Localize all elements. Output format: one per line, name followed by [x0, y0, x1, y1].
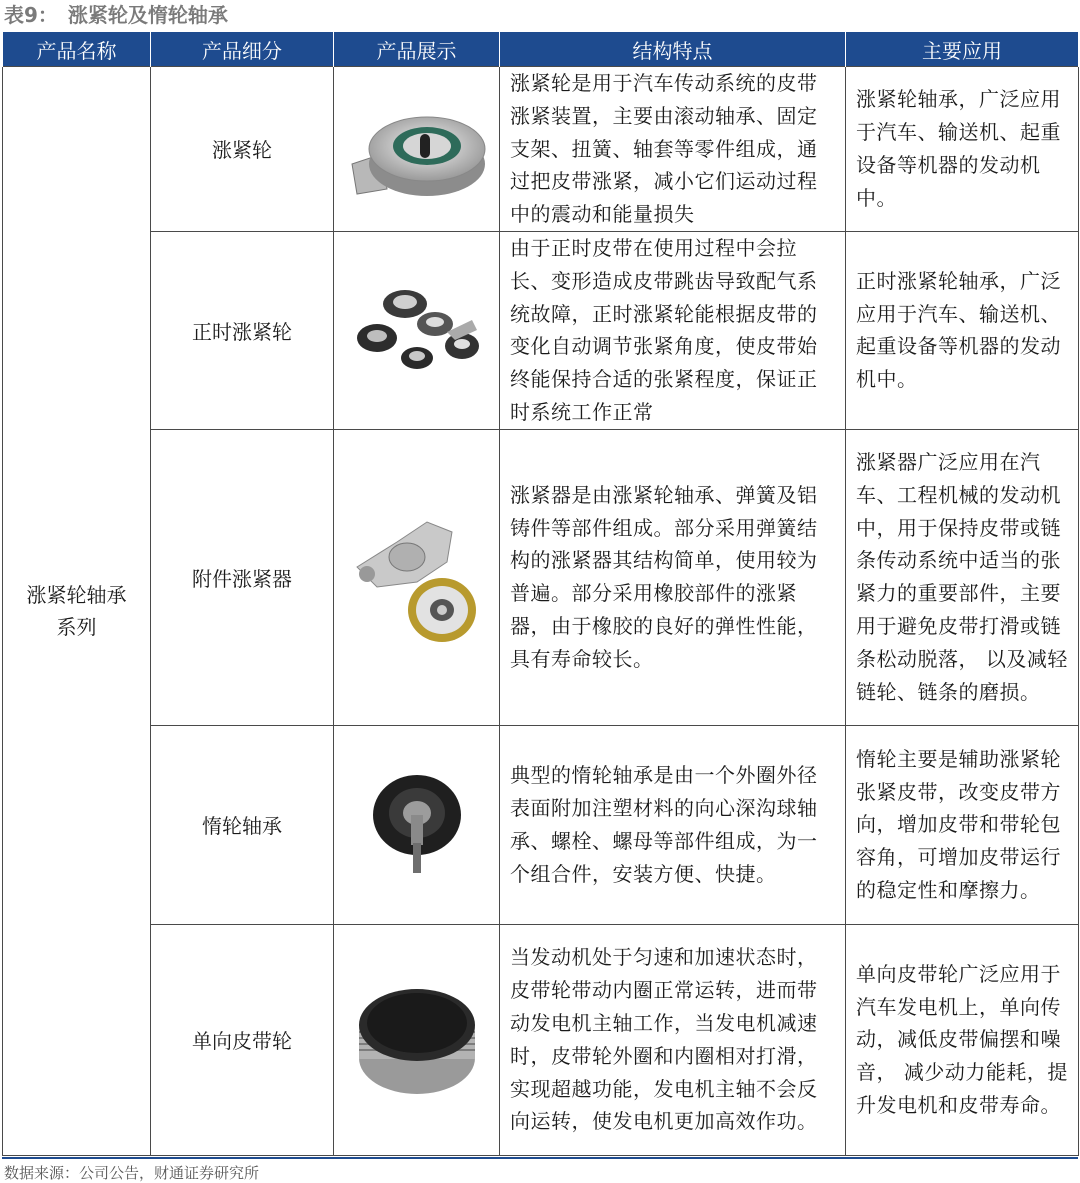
table-row [3, 725, 1079, 924]
header-product-subcategory: 产品细分 [151, 32, 334, 67]
application-cell: 正时涨紧轮轴承，广泛应用于汽车、输送机、起重设备等机器的发动机中。 [846, 231, 1079, 429]
one-way-pulley-image [334, 924, 500, 1155]
product-table [2, 32, 1079, 1156]
table-row [3, 429, 1079, 725]
table-row [3, 924, 1079, 1155]
series-name-text: 涨紧轮轴承 系列 [26, 582, 127, 639]
header-application: 主要应用 [846, 32, 1079, 67]
subcategory-cell: 正时涨紧轮 [151, 231, 334, 429]
header-row [3, 32, 1079, 67]
table-row [3, 231, 1079, 429]
header-structure: 结构特点 [500, 32, 846, 67]
accessory-tensioner-image [334, 429, 500, 725]
caption-number: 表9： [4, 3, 58, 27]
structure-cell: 典型的惰轮轴承是由一个外圈外径表面附加注塑材料的向心深沟球轴承、螺栓、螺母等部件组成，为一个组合件，安装方便、快捷。 [500, 725, 846, 924]
series-name [3, 67, 151, 1156]
structure-cell: 涨紧轮是用于汽车传动系统的皮带涨紧装置，主要由滚动轴承、固定支架、扭簧、轴套等零件组成，通过把皮带涨紧，减小它们运动过程中的震动和能量损失 [500, 67, 846, 232]
caption-title: 涨紧轮及惰轮轴承 [67, 3, 228, 27]
header-product-display: 产品展示 [334, 32, 500, 67]
structure-cell: 涨紧器是由涨紧轮轴承、弹簧及铝铸件等部件组成。部分采用弹簧结构的涨紧器其结构简单，使用较为普遍。部分采用橡胶部件的涨紧器，由于橡胶的良好的弹性性能，具有寿命较长。 [500, 429, 846, 725]
structure-cell: 当发动机处于匀速和加速状态时，皮带轮带动内圈正常运转，进而带动发电机主轴工作，当发电机减速时，皮带轮外圈和内圈相对打滑， 实现超越功能，发电机主轴不会反向运转，使发电机更加高效作功。 [500, 924, 846, 1155]
application-cell: 单向皮带轮广泛应用于汽车发电机上，单向传动，减低皮带偏摆和噪音， 减少动力能耗，提升发电机和皮带寿命。 [846, 924, 1079, 1155]
subcategory-cell: 惰轮轴承 [151, 725, 334, 924]
table-row [3, 67, 1079, 232]
tensioner-pulley-image [334, 67, 500, 232]
data-source: 数据来源：公司公告，财通证券研究所 [4, 1164, 260, 1182]
subcategory-cell: 单向皮带轮 [151, 924, 334, 1155]
header-product-name: 产品名称 [3, 32, 151, 67]
subcategory-cell: 涨紧轮 [151, 67, 334, 232]
application-cell: 涨紧轮轴承，广泛应用于汽车、输送机、起重设备等机器的发动机中。 [846, 67, 1079, 232]
timing-tensioner-set-image [334, 231, 500, 429]
footer-divider [2, 1157, 1078, 1159]
application-cell: 惰轮主要是辅助涨紧轮张紧皮带，改变皮带方向，增加皮带和带轮包容角，可增加皮带运行的稳定性和摩擦力。 [846, 725, 1079, 924]
structure-cell: 由于正时皮带在使用过程中会拉长、变形造成皮带跳齿导致配气系统故障，正时涨紧轮能根据皮带的变化自动调节张紧角度，使皮带始终能保持合适的张紧程度，保证正时系统工作正常 [500, 231, 846, 429]
subcategory-cell: 附件涨紧器 [151, 429, 334, 725]
idler-bearing-image [334, 725, 500, 924]
application-cell: 涨紧器广泛应用在汽车、工程机械的发动机中，用于保持皮带或链条传动系统中适当的张紧力的重要部件，主要用于避免皮带打滑或链条松动脱落， 以及减轻链轮、链条的磨损。 [846, 429, 1079, 725]
table-caption [4, 0, 228, 30]
